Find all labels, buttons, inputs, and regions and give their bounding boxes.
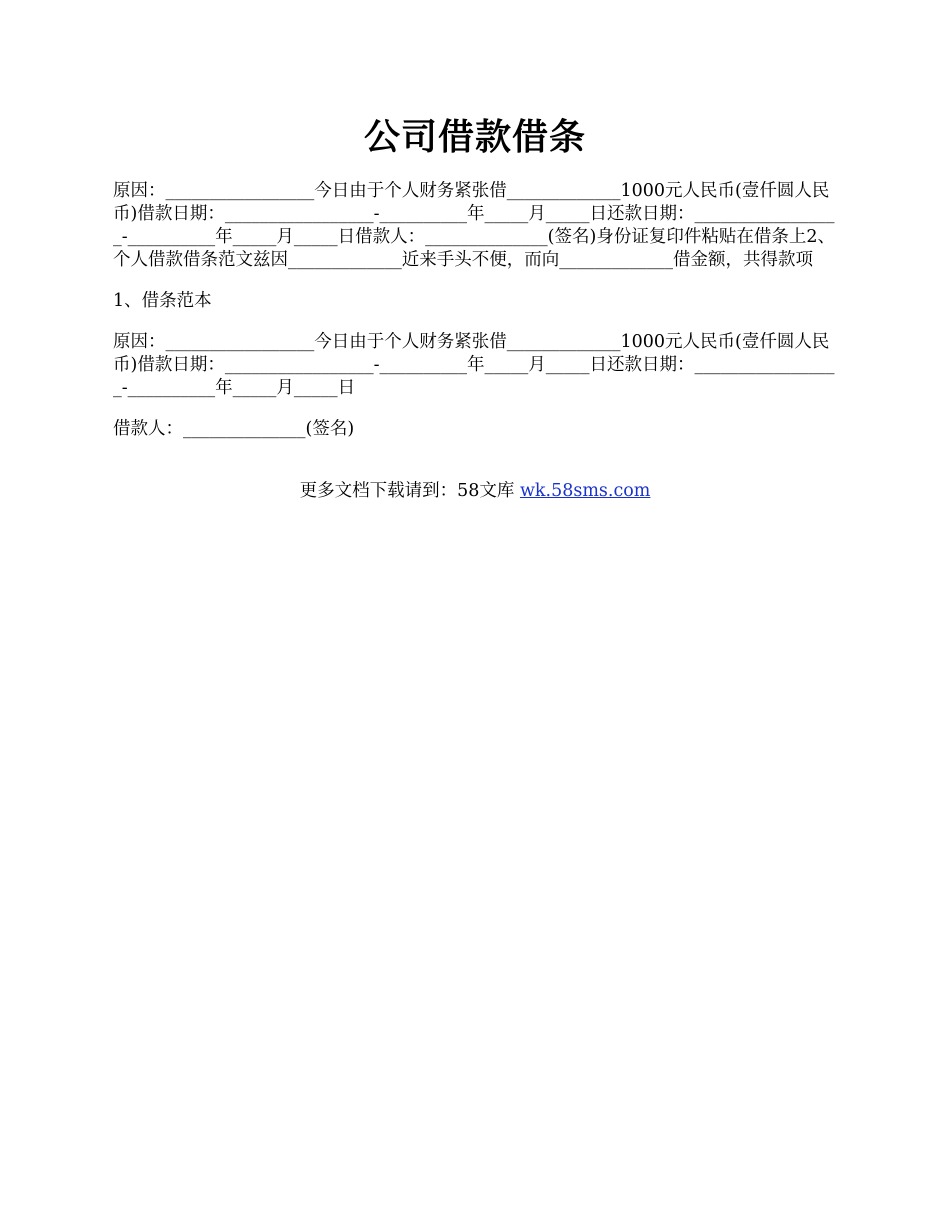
section-heading-template: 1、借条范本 [113, 291, 212, 311]
download-footer [0, 480, 950, 503]
document-body [113, 180, 843, 441]
footer-link[interactable]: wk.58sms.com [519, 481, 651, 501]
paragraph-reason-2: 原因：_________________今日由于个人财务紧张借_____________1000元人民币(壹仟圆人民币)借款日期：_________________-__________年_____月_____日还款日期：_________________-__________年_____月_____日 [113, 332, 835, 398]
paragraph-reason-1: 原因：_________________今日由于个人财务紧张借_____________1000元人民币(壹仟圆人民币)借款日期：_________________-__________年_____月_____日还款日期：_________________-__________年_____月_____日借款人：______________(签名)身份证复印件粘贴在借条上2、个人借款借条范文兹因_____________近来手头不便，而向_____________借金额，共得款项 [113, 181, 835, 270]
paragraph-borrower-signature: 借款人：______________(签名) [113, 419, 355, 439]
footer-text: 更多文档下载请到：58文库 [299, 481, 520, 501]
document-title: 公司借款借条 [363, 116, 586, 158]
